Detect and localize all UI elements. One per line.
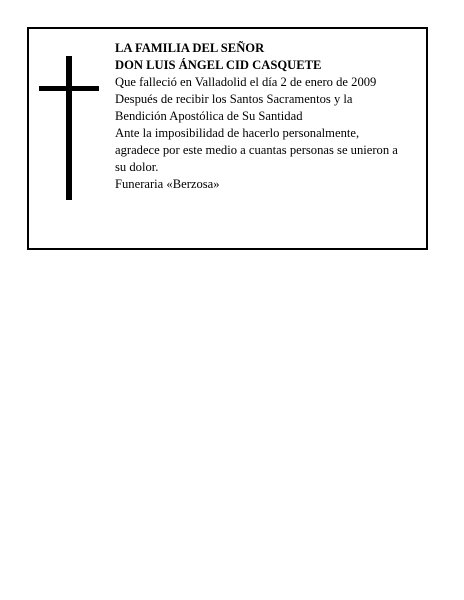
notice-text: [115, 40, 421, 193]
cross-vertical-bar: [66, 56, 72, 200]
notice-thanks-line-3: su dolor.: [115, 160, 159, 174]
notice-heading-family: LA FAMILIA DEL SEÑOR: [115, 41, 265, 55]
notice-death-details: Que falleció en Valladolid el día 2 de enero de 2009: [115, 75, 377, 89]
cross-horizontal-bar: [39, 86, 99, 91]
notice-thanks-line-1: Ante la imposibilidad de hacerlo personalmente,: [115, 126, 360, 140]
notice-sacraments-line: Después de recibir los Santos Sacramentos y la: [115, 92, 353, 106]
notice-funeral-home: Funeraria «Berzosa»: [115, 177, 220, 191]
notice-thanks-line-2: agradece por este medio a cuantas personas se unieron a: [115, 143, 398, 157]
obituary-notice: [27, 27, 428, 250]
notice-heading-deceased-name: DON LUIS ÁNGEL CID CASQUETE: [115, 58, 322, 72]
latin-cross-icon: [39, 56, 99, 200]
notice-blessing-line: Bendición Apostólica de Su Santidad: [115, 109, 303, 123]
